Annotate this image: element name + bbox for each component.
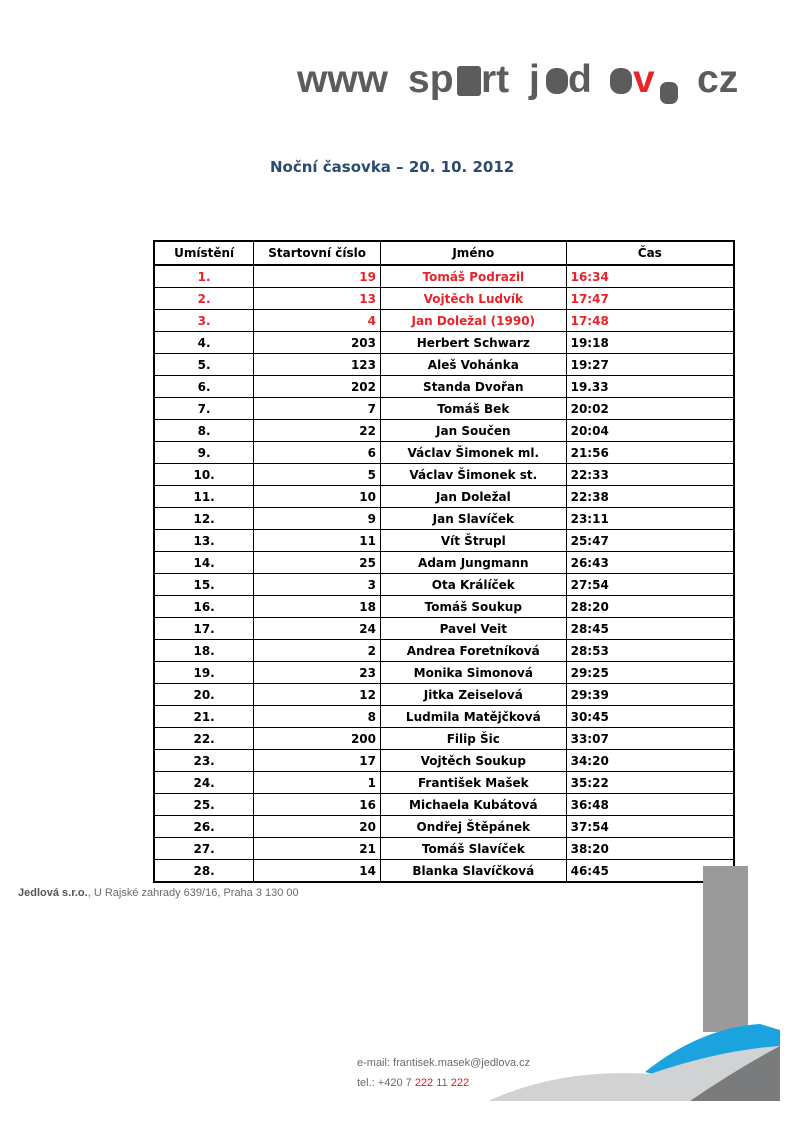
cell-time: 46:45: [566, 860, 734, 883]
cell-placement: 3.: [154, 310, 254, 332]
cell-name: Andrea Foretníková: [381, 640, 567, 662]
cell-name: Tomáš Podrazil: [381, 265, 567, 288]
cell-start-number: 23: [254, 662, 381, 684]
cell-placement: 2.: [154, 288, 254, 310]
cell-start-number: 2: [254, 640, 381, 662]
cell-start-number: 24: [254, 618, 381, 640]
cell-name: Pavel Veit: [381, 618, 567, 640]
cell-placement: 13.: [154, 530, 254, 552]
header-placement: Umístění: [154, 241, 254, 265]
logo-text-www: www: [297, 58, 389, 101]
cell-name: Ludmila Matějčková: [381, 706, 567, 728]
logo-text-j: j: [529, 58, 540, 101]
cell-placement: 7.: [154, 398, 254, 420]
cell-start-number: 203: [254, 332, 381, 354]
cell-time: 28:20: [566, 596, 734, 618]
cell-name: Michaela Kubátová: [381, 794, 567, 816]
cell-name: Jan Doležal: [381, 486, 567, 508]
cell-placement: 18.: [154, 640, 254, 662]
cell-placement: 14.: [154, 552, 254, 574]
phone-end-part: 222: [450, 1077, 470, 1089]
cell-time: 35:22: [566, 772, 734, 794]
company-name: Jedlová s.r.o.: [18, 887, 88, 899]
cell-start-number: 16: [254, 794, 381, 816]
cell-time: 28:53: [566, 640, 734, 662]
cell-time: 22:33: [566, 464, 734, 486]
cell-placement: 8.: [154, 420, 254, 442]
phone-prefix: tel.: +420 7: [357, 1077, 412, 1089]
cell-start-number: 3: [254, 574, 381, 596]
cell-placement: 15.: [154, 574, 254, 596]
cell-time: 20:02: [566, 398, 734, 420]
cell-start-number: 7: [254, 398, 381, 420]
cell-name: Václav Šimonek ml.: [381, 442, 567, 464]
cell-start-number: 12: [254, 684, 381, 706]
cell-start-number: 200: [254, 728, 381, 750]
cell-placement: 19.: [154, 662, 254, 684]
phone-red-part: 222: [414, 1077, 434, 1089]
cell-time: 16:34: [566, 265, 734, 288]
cell-placement: 9.: [154, 442, 254, 464]
cell-time: 19:27: [566, 354, 734, 376]
cell-name: Jan Doležal (1990): [381, 310, 567, 332]
cell-name: Jitka Zeiselová: [381, 684, 567, 706]
cell-start-number: 11: [254, 530, 381, 552]
cell-time: 28:45: [566, 618, 734, 640]
cell-time: 21:56: [566, 442, 734, 464]
logo-text-rt: rt: [481, 58, 510, 101]
cell-start-number: 4: [254, 310, 381, 332]
cell-start-number: 13: [254, 288, 381, 310]
phone-mid-part: 11: [436, 1077, 448, 1089]
header-start-number: Startovní číslo: [254, 241, 381, 265]
cell-placement: 1.: [154, 265, 254, 288]
cell-placement: 28.: [154, 860, 254, 883]
cell-start-number: 10: [254, 486, 381, 508]
cell-time: 19.33: [566, 376, 734, 398]
logo-text-sp: sp: [408, 58, 454, 101]
cell-time: 29:25: [566, 662, 734, 684]
cell-name: Tomáš Slavíček: [381, 838, 567, 860]
cell-start-number: 22: [254, 420, 381, 442]
cell-name: Václav Šimonek st.: [381, 464, 567, 486]
cell-start-number: 14: [254, 860, 381, 883]
cell-name: Vojtěch Soukup: [381, 750, 567, 772]
cell-time: 29:39: [566, 684, 734, 706]
cell-placement: 24.: [154, 772, 254, 794]
cell-time: 37:54: [566, 816, 734, 838]
cell-placement: 11.: [154, 486, 254, 508]
cell-placement: 21.: [154, 706, 254, 728]
cell-name: Vít Štrupl: [381, 530, 567, 552]
logo-text-d: d: [568, 58, 592, 101]
cell-time: 17:47: [566, 288, 734, 310]
cell-placement: 17.: [154, 618, 254, 640]
cell-time: 33:07: [566, 728, 734, 750]
header-time: Čas: [566, 241, 734, 265]
cell-name: Vojtěch Ludvík: [381, 288, 567, 310]
cell-time: 26:43: [566, 552, 734, 574]
cell-start-number: 17: [254, 750, 381, 772]
cell-start-number: 5: [254, 464, 381, 486]
cell-placement: 6.: [154, 376, 254, 398]
cell-start-number: 21: [254, 838, 381, 860]
cell-time: 34:20: [566, 750, 734, 772]
cell-placement: 4.: [154, 332, 254, 354]
cell-placement: 23.: [154, 750, 254, 772]
cell-name: Standa Dvořan: [381, 376, 567, 398]
cell-start-number: 6: [254, 442, 381, 464]
cell-name: Monika Simonová: [381, 662, 567, 684]
cell-start-number: 20: [254, 816, 381, 838]
cell-placement: 12.: [154, 508, 254, 530]
email-line: e-mail: frantisek.masek@jedlova.cz: [357, 1057, 531, 1069]
cell-placement: 10.: [154, 464, 254, 486]
cell-name: Blanka Slavíčková: [381, 860, 567, 883]
cell-name: František Mašek: [381, 772, 567, 794]
cell-placement: 26.: [154, 816, 254, 838]
cell-start-number: 123: [254, 354, 381, 376]
cell-time: 27:54: [566, 574, 734, 596]
cell-time: 20:04: [566, 420, 734, 442]
page-title: Noční časovka – 20. 10. 2012: [270, 158, 515, 176]
cell-start-number: 25: [254, 552, 381, 574]
phone-line: [357, 1077, 469, 1089]
cell-placement: 25.: [154, 794, 254, 816]
cell-name: Jan Součen: [381, 420, 567, 442]
company-address: , U Rajské zahrady 639/16, Praha 3 130 00: [87, 887, 299, 899]
cell-start-number: 19: [254, 265, 381, 288]
cell-name: Tomáš Soukup: [381, 596, 567, 618]
cell-time: 22:38: [566, 486, 734, 508]
cell-time: 25:47: [566, 530, 734, 552]
cell-placement: 20.: [154, 684, 254, 706]
cell-start-number: 18: [254, 596, 381, 618]
header-name: Jméno: [381, 241, 567, 265]
cell-start-number: 8: [254, 706, 381, 728]
cell-name: Aleš Vohánka: [381, 354, 567, 376]
cell-start-number: 202: [254, 376, 381, 398]
cell-name: Ondřej Štěpánek: [381, 816, 567, 838]
cell-time: 17:48: [566, 310, 734, 332]
cell-name: Jan Slavíček: [381, 508, 567, 530]
logo-text-cz: cz: [697, 58, 739, 101]
cell-name: Ota Králíček: [381, 574, 567, 596]
cell-start-number: 9: [254, 508, 381, 530]
cell-placement: 27.: [154, 838, 254, 860]
cell-name: Filip Šic: [381, 728, 567, 750]
grey-pillar: [703, 866, 748, 1032]
cell-name: Herbert Schwarz: [381, 332, 567, 354]
cell-placement: 16.: [154, 596, 254, 618]
cell-time: 36:48: [566, 794, 734, 816]
cell-placement: 5.: [154, 354, 254, 376]
cell-name: Tomáš Bek: [381, 398, 567, 420]
logo-text-v: v: [633, 58, 655, 101]
cell-time: 23:11: [566, 508, 734, 530]
cell-time: 30:45: [566, 706, 734, 728]
cell-time: 19:18: [566, 332, 734, 354]
cell-time: 38:20: [566, 838, 734, 860]
cell-name: Adam Jungmann: [381, 552, 567, 574]
cell-start-number: 1: [254, 772, 381, 794]
cell-placement: 22.: [154, 728, 254, 750]
